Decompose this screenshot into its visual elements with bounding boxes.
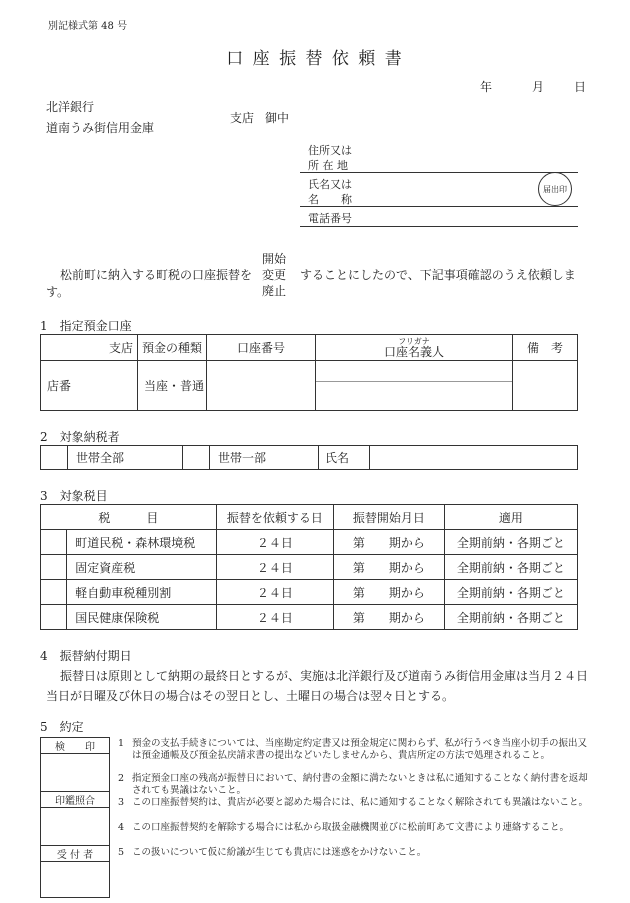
request-text: す。 — [46, 285, 70, 299]
page-title: 口 座 振 替 依 頼 書 — [226, 49, 404, 69]
tax-day: ２４日 — [216, 555, 333, 580]
table-row — [41, 580, 578, 605]
receiver-box — [41, 862, 110, 898]
header-furigana: フリガナ — [398, 336, 430, 346]
tax-name: 固定資産税 — [67, 555, 216, 580]
tax-start: 第 期から — [334, 605, 445, 630]
phone-line — [300, 226, 578, 227]
header-start: 振替開始月日 — [334, 505, 445, 530]
tax-day: ２４日 — [216, 530, 333, 555]
receiver-label: 受 付 者 — [41, 846, 110, 862]
checkbox-cell — [41, 605, 67, 630]
tax-start: 第 期から — [334, 530, 445, 555]
clause-number: 3 — [118, 797, 125, 808]
checkbox-cell — [41, 446, 68, 470]
name-cell — [370, 446, 578, 470]
inspection-label: 検 印 — [41, 738, 110, 754]
tax-apply: 全期前納・各期ごと — [444, 555, 577, 580]
tax-start: 第 期から — [334, 555, 445, 580]
checkbox-cell — [183, 446, 210, 470]
holder-cell — [316, 361, 513, 411]
section-heading: 5 約定 — [40, 720, 84, 734]
office-stamp-boxes — [40, 737, 110, 898]
bank-name: 北洋銀行 — [46, 100, 95, 114]
clause-text: 指定預金口座の残高が振替日において、納付書の金額に満たないときは私に通知することなく納付書を返却されても異議はないこと。 — [132, 773, 588, 796]
bank-name: 道南うみ街信用金庫 — [46, 121, 155, 135]
form-number: 別記様式第 48 号 — [48, 21, 128, 32]
header-remarks: 備 考 — [513, 335, 578, 361]
inspection-box — [41, 754, 110, 792]
clause-text: この口座振替契約を解除する場合には私から取扱金融機関並びに松前町あて文書により連絡すること。 — [132, 822, 570, 833]
header-tax: 税 目 — [41, 505, 217, 530]
tax-start: 第 期から — [334, 580, 445, 605]
holder-furigana-line — [316, 361, 512, 382]
tax-name: 軽自動車税種別割 — [67, 580, 216, 605]
seal-label: 届出印 — [543, 184, 567, 194]
due-date-text: 振替日は原則として納期の最終日とするが、実施は北洋銀行及び道南うみ街信用金庫は当月２４日 — [60, 669, 589, 683]
tax-day: ２４日 — [216, 605, 333, 630]
clause-item — [118, 847, 588, 859]
request-text: することにしたので、下記事項確認のうえ依頼しま — [300, 268, 576, 282]
table-row — [41, 555, 578, 580]
option-start: 開始 — [262, 252, 287, 266]
clause-item — [118, 773, 588, 796]
section-heading: 4 振替納付期日 — [40, 649, 132, 663]
clause-item — [118, 797, 588, 809]
clause-number: 1 — [118, 738, 125, 749]
account-table — [40, 334, 578, 411]
option-part-household: 世帯一部 — [210, 446, 319, 470]
address-label: 住所又は — [308, 144, 352, 157]
clause-text: この扱いについて仮に紛議が生じても貴店には迷惑をかけないこと。 — [132, 847, 427, 858]
checkbox-cell — [41, 580, 67, 605]
header-holder-label: 口座名義人 — [383, 344, 444, 359]
taxpayer-table — [40, 445, 578, 470]
header-day: 振替を依頼する日 — [216, 505, 333, 530]
tax-name: 国民健康保険税 — [67, 605, 216, 630]
clause-text: 預金の支払手続きについては、当座勘定約定書又は預金規定に関わらず、私が行うべき当座小切手の振出又は預金通帳及び預金払戻請求書の提出などいたしませんから、貴店所定の方法で処理されること。 — [132, 738, 588, 761]
seal-check-label: 印鑑照合 — [41, 792, 110, 808]
section-heading: 3 対象税目 — [40, 489, 108, 503]
header-holder — [316, 335, 513, 361]
option-stop: 廃止 — [262, 284, 287, 298]
name-label: 名 称 — [308, 193, 352, 206]
remarks-cell — [513, 361, 578, 411]
branch-label: 支店 — [230, 111, 255, 125]
option-change: 変更 — [262, 268, 287, 282]
request-text: 松前町に納入する町税の口座振替を — [60, 268, 253, 282]
header-branch: 支店 — [41, 335, 138, 361]
tax-table — [40, 504, 578, 630]
seal-check-box — [41, 808, 110, 846]
checkbox-cell — [41, 530, 67, 555]
date-year: 年 — [480, 80, 493, 94]
option-all-household: 世帯全部 — [68, 446, 183, 470]
addressee: 御中 — [265, 111, 290, 125]
header-type: 預金の種類 — [138, 335, 207, 361]
tax-name: 町道民税・森林環境税 — [67, 530, 216, 555]
section-heading: 2 対象納税者 — [40, 430, 120, 444]
branch-number-cell: 店番 — [41, 361, 138, 411]
account-type-cell: 当座・普通 — [138, 361, 207, 411]
clause-text: この口座振替契約は、貴店が必要と認めた場合には、私に通知することなく解除されても異議はないこと。 — [132, 797, 589, 808]
checkbox-cell — [41, 555, 67, 580]
clause-number: 4 — [118, 822, 125, 833]
phone-label: 電話番号 — [308, 212, 352, 225]
name-line — [300, 206, 578, 207]
seal-circle — [538, 172, 572, 206]
account-number-cell — [207, 361, 316, 411]
table-row — [41, 530, 578, 555]
name-label: 氏名又は — [308, 178, 352, 191]
table-row — [41, 605, 578, 630]
due-date-text: 当日が日曜及び休日の場合はその翌日とし、土曜日の場合は翌々日とする。 — [46, 689, 455, 703]
clause-item — [118, 822, 588, 834]
section-heading: 1 指定預金口座 — [40, 319, 132, 333]
tax-apply: 全期前納・各期ごと — [444, 580, 577, 605]
tax-day: ２４日 — [216, 580, 333, 605]
tax-apply: 全期前納・各期ごと — [444, 605, 577, 630]
tax-apply: 全期前納・各期ごと — [444, 530, 577, 555]
clause-item — [118, 738, 588, 761]
name-label: 氏名 — [319, 446, 370, 470]
date-month: 月 — [532, 80, 545, 94]
address-label: 所 在 地 — [308, 159, 348, 172]
clause-number: 2 — [118, 773, 125, 784]
header-apply: 適用 — [444, 505, 577, 530]
header-account: 口座番号 — [207, 335, 316, 361]
address-line — [300, 172, 578, 173]
date-day: 日 — [574, 80, 587, 94]
clause-number: 5 — [118, 847, 125, 858]
